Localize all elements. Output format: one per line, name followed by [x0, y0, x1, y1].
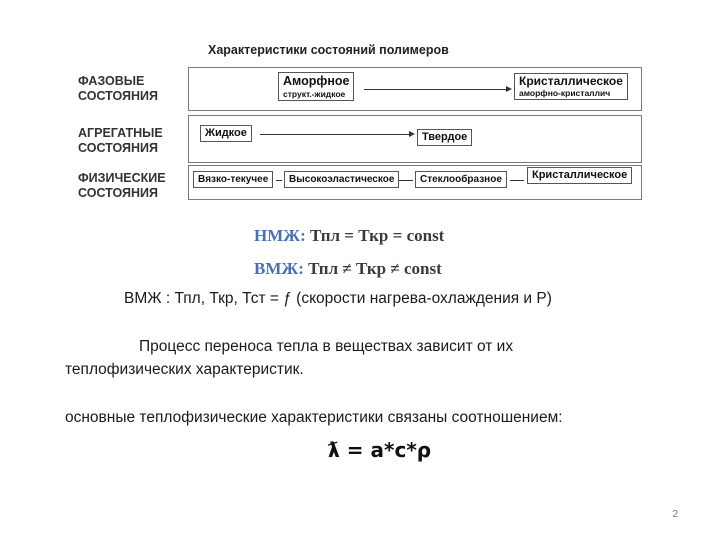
phase-box-crystalline: Кристаллическое аморфно-кристаллич — [514, 73, 628, 100]
formula-vmzh-label: ВМЖ: — [254, 259, 304, 278]
aggregate-box-solid: Твердое — [417, 129, 472, 146]
formula-nmzh-relation: Тпл = Ткр = const — [310, 226, 445, 245]
row-label-aggregate: АГРЕГАТНЫЕ СОСТОЯНИЯ — [78, 126, 163, 155]
paragraph-line-2: теплофизических характеристик. — [65, 361, 304, 378]
phase-arrow-line — [364, 89, 507, 90]
formula-vmzh — [254, 259, 442, 279]
physical-box-viscous: Вязко-текучее — [193, 171, 273, 188]
physical-arrow-line-3 — [510, 180, 524, 181]
aggregate-frame — [188, 115, 642, 163]
paragraph-line-1: Процесс переноса тепла в веществах зависит от их — [139, 338, 514, 355]
phase-arrow-head-icon — [506, 86, 512, 92]
row-label-phase: ФАЗОВЫЕ СОСТОЯНИЯ — [78, 74, 159, 103]
physical-arrow-line-1 — [276, 180, 282, 181]
vmzh-function-line: ВМЖ : Тпл, Ткр, Тст = ƒ (скорости нагрева-охлаждения и Р) — [124, 290, 552, 307]
paragraph-line-3: основные теплофизические характеристики связаны соотношением: — [65, 409, 563, 426]
physical-arrow-line-2 — [399, 180, 413, 181]
physical-box-high-elastic: Высокоэластическое — [284, 171, 399, 188]
formula-vmzh-relation: Тпл ≠ Ткр ≠ const — [308, 259, 442, 278]
physical-box-glassy: Стеклообразное — [415, 171, 507, 188]
thermal-equation: ƛ = a*c*ρ — [328, 438, 432, 462]
row-label-physical: ФИЗИЧЕСКИЕ СОСТОЯНИЯ — [78, 171, 166, 200]
aggregate-arrow-head-icon — [409, 131, 415, 137]
diagram-title: Характеристики состояний полимеров — [208, 43, 449, 57]
aggregate-box-liquid: Жидкое — [200, 125, 252, 142]
page-number: 2 — [672, 509, 678, 520]
phase-box-amorphous: Аморфное структ.-жидкое — [278, 72, 354, 101]
formula-nmzh — [254, 226, 444, 246]
aggregate-arrow-line — [260, 134, 410, 135]
physical-box-crystalline: Кристаллическое — [527, 167, 632, 184]
formula-nmzh-label: НМЖ: — [254, 226, 306, 245]
